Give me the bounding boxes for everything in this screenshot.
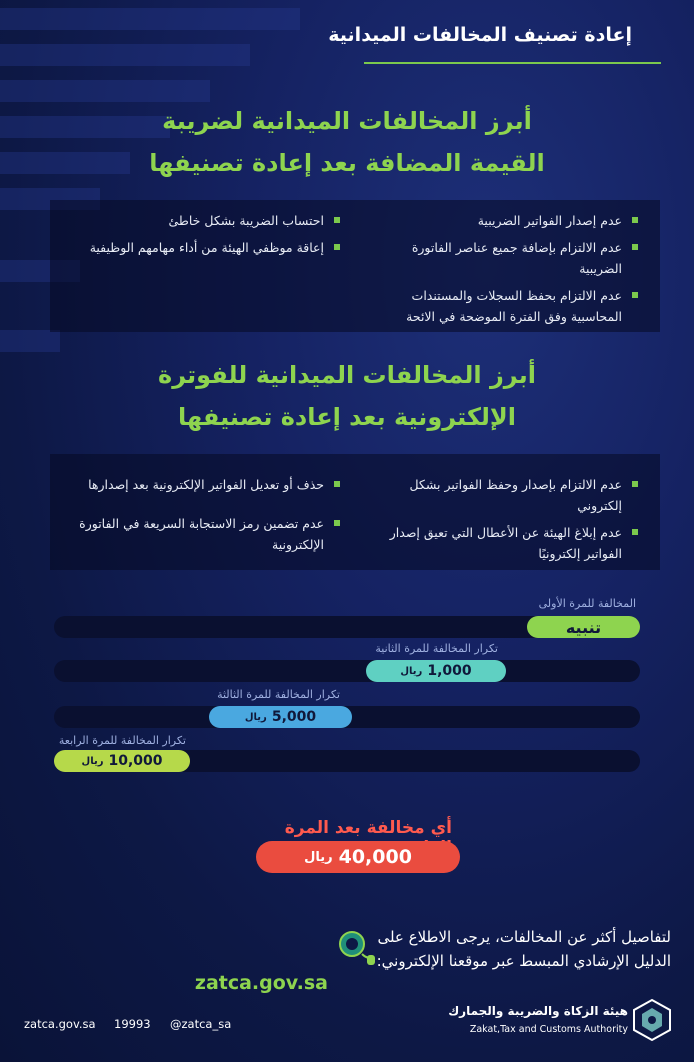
vat-right-column bbox=[370, 210, 638, 333]
zatca-logo-icon bbox=[630, 998, 674, 1042]
final-penalty-pill bbox=[256, 841, 460, 873]
level-2-currency: ريال bbox=[400, 665, 423, 677]
level-1-value: تنبيه bbox=[565, 617, 602, 637]
bullet-icon bbox=[632, 292, 638, 298]
bullet-icon bbox=[632, 217, 638, 223]
level-4-pill bbox=[54, 750, 190, 772]
info-line-1: لتفاصيل أكثر عن المخالفات، يرجى الاطلاع على bbox=[377, 928, 671, 946]
vat-headline-line2: القيمة المضافة بعد إعادة تصنيفها bbox=[149, 149, 545, 177]
vat-violations-box bbox=[50, 200, 660, 332]
list-item: حذف أو تعديل الفواتير الإلكترونية بعد إصدارها bbox=[70, 474, 340, 495]
final-penalty-label: أي مخالفة بعد المرة bbox=[284, 818, 452, 838]
einvoice-left-column bbox=[70, 474, 340, 561]
bullet-icon bbox=[632, 481, 638, 487]
einvoice-headline-line1: أبرز المخالفات الميدانية للفوترة bbox=[158, 361, 536, 389]
bullet-icon bbox=[632, 244, 638, 250]
einvoice-right-column bbox=[370, 474, 638, 570]
list-item: عدم الالتزام بإضافة جميع عناصر الفاتورة الضريبية bbox=[370, 237, 638, 279]
level-4-label: تكرار المخالفة للمرة الرابعة bbox=[58, 734, 186, 747]
globe-cursor-icon bbox=[336, 928, 378, 970]
level-2-pill bbox=[366, 660, 506, 682]
org-name-english: Zakat,Tax and Customs Authority bbox=[469, 1024, 628, 1035]
level-2-track bbox=[54, 660, 640, 682]
level-3-pill bbox=[209, 706, 352, 728]
vat-headline-line1: أبرز المخالفات الميدانية لضريبة bbox=[162, 107, 532, 135]
level-3-label: تكرار المخالفة للمرة الثالثة bbox=[217, 688, 340, 701]
footer-phone: 19993 bbox=[114, 1017, 151, 1031]
list-item: عدم إصدار الفواتير الضريبية bbox=[370, 210, 638, 231]
final-penalty-currency: ريال bbox=[304, 849, 333, 865]
title-underline bbox=[364, 62, 661, 64]
level-4-currency: ريال bbox=[81, 755, 104, 767]
footer-social[interactable]: @zatca_sa bbox=[170, 1017, 232, 1031]
list-item: عدم تضمين رمز الاستجابة السريعة في الفاتورة الإلكترونية bbox=[70, 513, 340, 555]
list-item: إعاقة موظفي الهيئة من أداء مهامهم الوظيفية bbox=[70, 237, 340, 258]
info-line-2: الدليل الإرشادي المبسط عبر موقعنا الإلكتروني: bbox=[376, 952, 671, 970]
level-2-label: تكرار المخالفة للمرة الثانية bbox=[375, 642, 498, 655]
bullet-icon bbox=[632, 529, 638, 535]
einvoice-violations-box bbox=[50, 454, 660, 570]
bullet-icon bbox=[334, 520, 340, 526]
info-website-link[interactable]: zatca.gov.sa bbox=[194, 972, 328, 994]
list-item: عدم الالتزام بإصدار وحفظ الفواتير بشكل إلكتروني bbox=[370, 474, 638, 516]
level-1-pill bbox=[527, 616, 640, 638]
level-2-amount: 1,000 bbox=[427, 663, 472, 679]
level-3-currency: ريال bbox=[244, 711, 267, 723]
list-item: عدم الالتزام بحفظ السجلات والمستندات المحاسبية وفق الفترة الموضحة في الائحة bbox=[370, 285, 638, 327]
list-item: عدم إبلاغ الهيئة عن الأعطال التي تعيق إصدار الفواتير إلكترونيًا bbox=[370, 522, 638, 564]
bullet-icon bbox=[334, 244, 340, 250]
level-4-amount: 10,000 bbox=[108, 753, 163, 769]
vat-left-column bbox=[70, 210, 340, 264]
page-title: إعادة تصنيف المخالفات الميدانية bbox=[328, 24, 632, 46]
footer-website[interactable]: zatca.gov.sa bbox=[24, 1017, 96, 1031]
level-1-label: المخالفة للمرة الأولى bbox=[538, 597, 636, 610]
level-3-amount: 5,000 bbox=[271, 709, 317, 725]
bullet-icon bbox=[334, 481, 340, 487]
info-text bbox=[341, 925, 671, 973]
org-name-arabic: هيئة الزكاة والضريبة والجمارك bbox=[448, 1004, 628, 1018]
einvoice-headline-line2: الإلكترونية بعد إعادة تصنيفها bbox=[177, 403, 517, 431]
final-penalty-amount: 40,000 bbox=[338, 846, 412, 868]
bullet-icon bbox=[334, 217, 340, 223]
list-item: احتساب الضريبة بشكل خاطئ bbox=[70, 210, 340, 231]
